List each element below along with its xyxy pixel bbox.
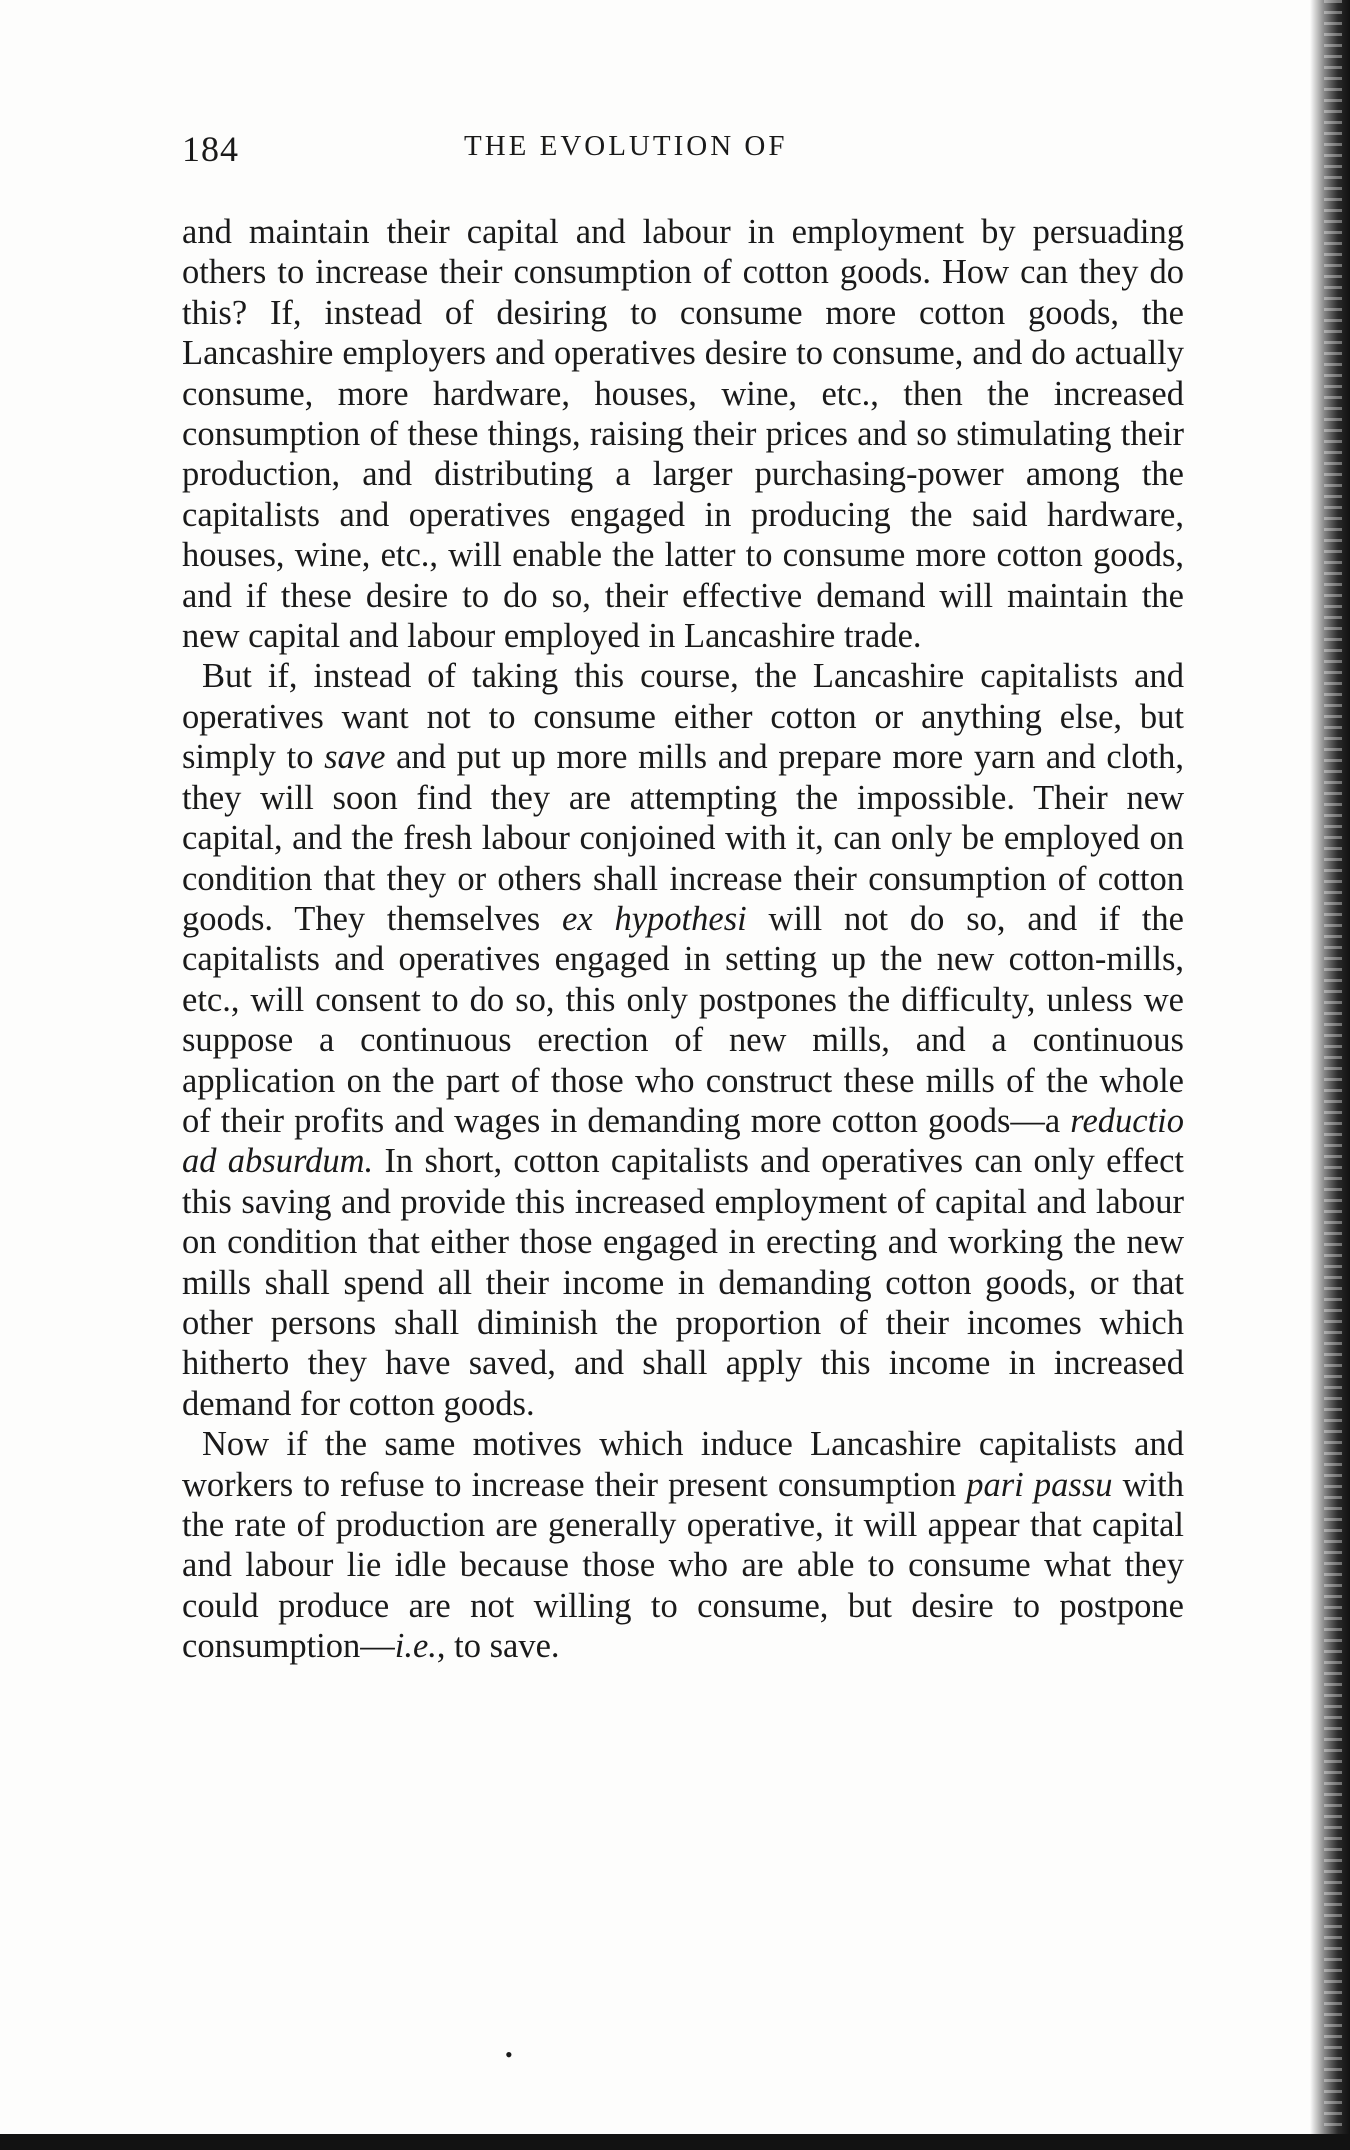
text-segment: Now if the same motives which induce Lancashire capitalists and workers to refuse to increase their present consumption [182,1425,1184,1504]
paragraph-1 [182,212,1184,656]
gutter-texture [1324,0,1342,2150]
text-segment: and put up more mills and prepare more yarn and cloth, they will soon find they are attempting the impossible. Their new capital, and the fresh labour conjoined with it, can only be employed on condition that they or others shall increase their consumption of cotton goods. They themselves [182,738,1184,938]
text-segment: with the rate of production are generally operative, it will appear that capital and labour lie idle because those who are able to consume what they could produce are not willing to consume, but desire to postpone consumption— [182,1465,1184,1666]
text-segment: , to save. [436,1627,560,1666]
italic-term-ex-hypothesi: ex hypothesi [562,899,747,938]
body-text [182,212,1184,1667]
italic-term-pari-passu: pari passu [966,1465,1113,1504]
text-segment: will not do so, and if the capitalists and operatives engaged in setting up the new cotton-mills, etc., will consent to do so, this only postpones the difficulty, unless we suppose a continuous erection of new mills, and a continuous application on the part of those who construct these mills of the whole of their profits and wages in demanding more cotton goods—a [182,899,1184,1140]
paragraph-2 [182,656,1184,1424]
text-segment: But if, instead of taking this course, the Lancashire capitalists and operatives want not to consume either cotton or anything else, but simply to [182,657,1184,777]
paragraph-3 [182,1424,1184,1666]
scan-bottom-edge [0,2134,1350,2150]
italic-term-reductio: reductio ad absurdum. [182,1101,1184,1181]
text-segment: In short, cotton capitalists and operatives can only effect this saving and provide this increased employment of capital and labour on condition that either those engaged in erecting and working the new mills shall spend all their income in demanding cotton goods, or that other persons shall diminish the proportion of their incomes which hitherto they have saved, and shall apply this income in increased demand for cotton goods. [182,1142,1184,1423]
page-number: 184 [182,129,239,169]
running-head: THE EVOLUTION OF [464,130,788,162]
italic-term-save: save [324,738,386,777]
signature-mark: • [505,2042,513,2067]
page-header [182,128,1182,172]
text-segment: and maintain their capital and labour in employment by persuading others to increase their consumption of cotton goods. How can they do this? If, instead of desiring to consume more cotton goods, the Lancashire employers and operatives desire to consume, and do actually consume, more hardware, houses, wine, etc., then the increased consumption of these things, raising their prices and so stimulating their production, and distributing a larger purchasing-power among the capitalists and operatives engaged in producing the said hardware, houses, wine, etc., will enable the latter to consume more cotton goods, and if these desire to do so, their effective demand will maintain the new capital and labour employed in Lancashire trade. [182,213,1184,656]
italic-term-ie: i.e. [394,1627,437,1666]
binding-gutter [1310,0,1350,2150]
